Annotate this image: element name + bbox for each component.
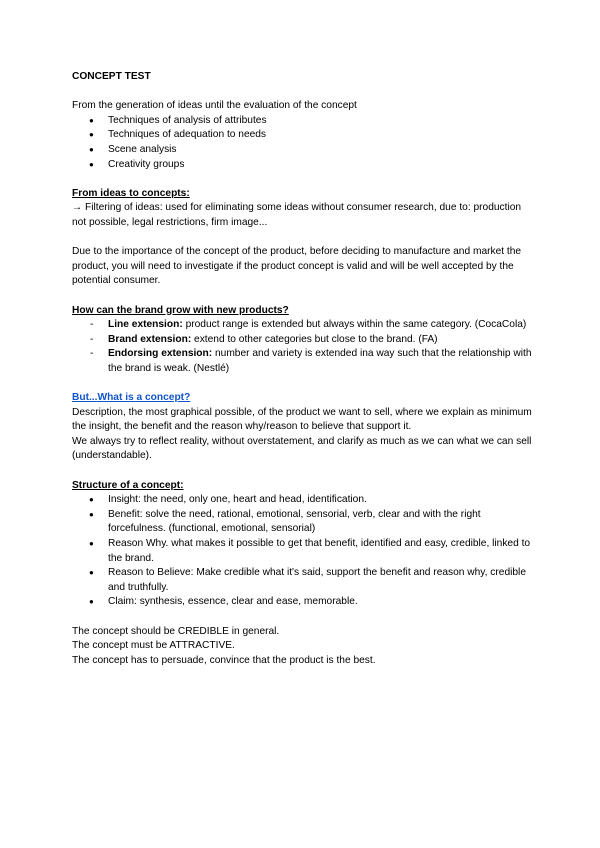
list-item: - Line extension: product range is extended but always within the same category. (CocaCola) [72, 318, 534, 333]
list-item: ● Techniques of adequation to needs [72, 128, 534, 143]
list-item: - Brand extension: extend to other categories but close to the brand. (FA) [72, 333, 534, 348]
bullet-icon: ● [89, 130, 94, 140]
intro-text: From the generation of ideas until the evaluation of the concept [72, 100, 357, 112]
importance-text: Due to the importance of the concept of the product, before deciding to manufacture and market the product, you will need to investigate if the product concept is valid and will be well accepted by the potential consumer. [72, 246, 522, 287]
list-item: ● Creativity groups [72, 158, 534, 173]
concept-description: Description, the most graphical possible, of the product we want to sell, where we explain as minimum the insight, the benefit and the reason why/reason to believe that support it. [72, 406, 532, 433]
closing-line: The concept must be ATTRACTIVE. [72, 640, 235, 652]
list-item: - Endorsing extension: number and variety is extended ina way such that the relationship with the brand is weak. (Nestlé) [90, 348, 532, 374]
list-item: ● Scene analysis [72, 143, 534, 158]
document-body [72, 70, 534, 668]
bullet-icon: ● [89, 495, 94, 505]
intro-bullet-list [72, 114, 534, 172]
brand-extension-list [72, 318, 534, 376]
list-item: ● Reason Why. what makes it possible to get that benefit, identified and easy, credible, linked to the brand. [89, 538, 531, 564]
list-item: ● Reason to Believe: Make credible what it's said, support the benefit and reason why, credible and truthfully. [89, 567, 526, 593]
list-item: ● Techniques of analysis of attributes [72, 114, 534, 129]
bullet-icon: ● [89, 159, 94, 169]
arrow-icon: → [72, 202, 83, 214]
structure-bullet-list [72, 493, 534, 610]
concept-heading-link[interactable]: But...What is a concept? [72, 392, 191, 404]
concept-reality: We always try to reflect reality, without overstatement, and clarify as much as we can what we can sell (understandable). [72, 435, 532, 462]
bullet-icon: ● [89, 144, 94, 154]
ideas-heading: From ideas to concepts: [72, 187, 190, 199]
bullet-icon: ● [89, 568, 94, 578]
document-title: CONCEPT TEST [72, 71, 151, 82]
bullet-icon: ● [89, 597, 94, 607]
bullet-icon: ● [89, 509, 94, 519]
filtering-text: → Filtering of ideas: used for eliminating some ideas without consumer research, due to: production not possible, legal restrictions, firm image... [72, 202, 522, 228]
list-item: ● Benefit: solve the need, rational, emotional, sensorial, verb, clear and with the right forcefulness. (functional, emotional, sensorial) [89, 508, 481, 535]
structure-heading: Structure of a concept: [72, 479, 184, 491]
list-item: ● Insight: the need, only one, heart and head, identification. [72, 493, 534, 508]
dash-marker: - [90, 333, 94, 345]
closing-line: The concept should be CREDIBLE in general. [72, 625, 280, 637]
dash-marker: - [90, 348, 94, 360]
bullet-icon: ● [89, 539, 94, 548]
dash-marker: - [90, 319, 94, 331]
brand-heading: How can the brand grow with new products? [72, 304, 289, 316]
closing-line: The concept has to persuade, convince that the product is the best. [72, 654, 376, 666]
bullet-icon: ● [89, 115, 94, 125]
list-item: ● Claim: synthesis, essence, clear and ease, memorable. [72, 595, 534, 610]
